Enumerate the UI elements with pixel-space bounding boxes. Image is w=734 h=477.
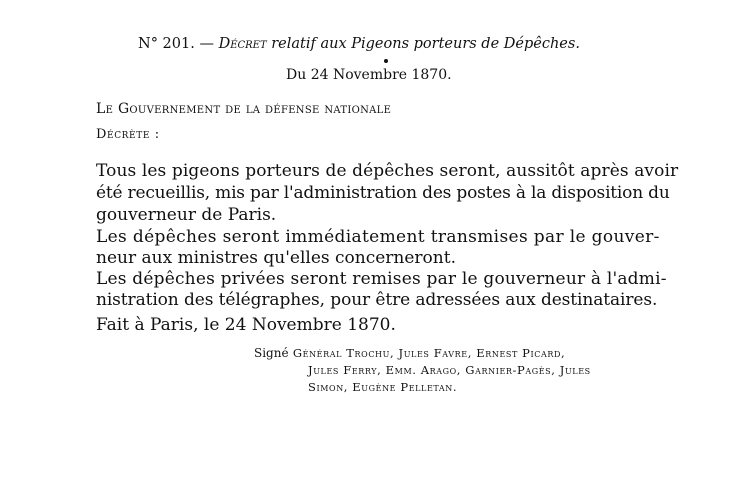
- decree-heading: [138, 36, 580, 52]
- body-line: Fait à Paris, le 24 Novembre 1870.: [96, 315, 396, 335]
- signature-line-1: [254, 346, 565, 360]
- decree-title-word: Décret: [218, 36, 267, 52]
- body-line: gouverneur de Paris.: [96, 205, 277, 225]
- decree-date: Du 24 Novembre 1870.: [286, 67, 452, 83]
- decree-number: N° 201.: [138, 36, 195, 52]
- government-name: Le Gouvernement de la défense nationale: [96, 101, 392, 117]
- body-line: nistration des télégraphes, pour être adressées aux destinataires.: [96, 290, 658, 310]
- body-line: neur aux ministres qu'elles concerneront.: [96, 248, 456, 268]
- signe-label: Signé: [254, 346, 289, 360]
- body-line: été recueillis, mis par l'administration des postes à la disposition du: [96, 183, 670, 203]
- body-line: Les dépêches seront immédiatement transmises par le gouver-: [96, 227, 660, 247]
- decree-title: relatif aux Pigeons porteurs de Dépêches.: [266, 36, 580, 52]
- signature-line-2: Jules Ferry, Emm. Arago, Garnier-Pagès, Jules: [308, 363, 591, 377]
- signature-line-3: Simon, Eugène Pelletan.: [308, 380, 458, 394]
- ornament-dot: [384, 59, 388, 63]
- body-line: Tous les pigeons porteurs de dépêches seront, aussitôt après avoir: [96, 161, 679, 181]
- body-line: Les dépêches privées seront remises par le gouverneur à l'admi-: [96, 269, 667, 289]
- heading-dash: —: [194, 36, 219, 52]
- decrete-label: Décrète :: [96, 127, 160, 142]
- signatories: Général Trochu, Jules Favre, Ernest Picard,: [292, 346, 566, 360]
